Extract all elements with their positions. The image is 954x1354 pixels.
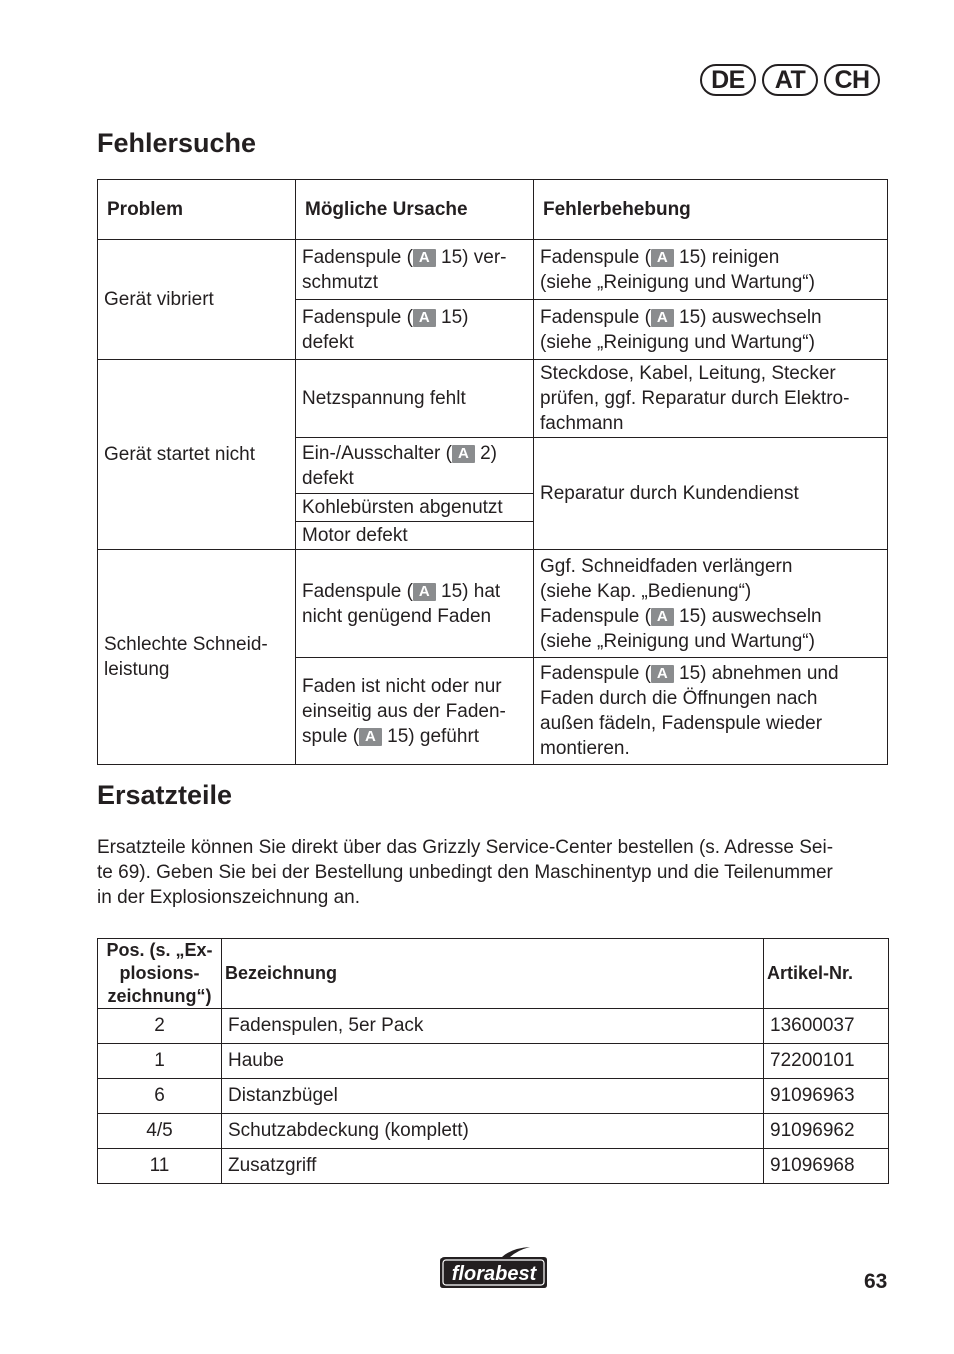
table-row: [98, 1079, 889, 1114]
figure-ref-badge: A: [359, 728, 382, 746]
country-badges: [700, 64, 880, 96]
cause-cell: Fadenspule ( A 15) hat nicht genügend Faden: [296, 550, 534, 658]
fix-cell: Fadenspule ( A 15) reinigen (siehe „Reinigung und Wartung“): [534, 240, 888, 300]
florabest-logo: [438, 1246, 550, 1290]
column-header-name: Bezeichnung: [222, 939, 764, 1009]
table-row: [98, 1009, 889, 1044]
article-cell: 91096968: [764, 1149, 889, 1184]
table-row: [98, 550, 888, 658]
country-badge-at: AT: [762, 64, 818, 96]
problem-cell: Schlechte Schneid- leistung: [98, 550, 296, 765]
fix-cell: Steckdose, Kabel, Leitung, Stecker prüfen, ggf. Reparatur durch Elektro- fachmann: [534, 360, 888, 438]
position-cell: 6: [98, 1079, 222, 1114]
cause-cell: Ein-/Ausschalter ( A 2) defekt: [296, 438, 534, 494]
spare-parts-table: [97, 938, 889, 1184]
name-cell: Distanzbügel: [222, 1079, 764, 1114]
fix-cell: Ggf. Schneidfaden verlängern (siehe Kap. „Bedienung“) Fadenspule ( A 15) auswechseln (siehe „Reinigung und Wartung“): [534, 550, 888, 658]
country-badge-ch: CH: [824, 64, 880, 96]
problem-cell: Gerät startet nicht: [98, 360, 296, 550]
article-cell: 91096962: [764, 1114, 889, 1149]
country-badge-de: DE: [700, 64, 756, 96]
spare-parts-heading: Ersatzteile: [97, 780, 233, 810]
column-header-problem: Problem: [98, 180, 296, 240]
article-cell: 13600037: [764, 1009, 889, 1044]
cause-cell: Fadenspule ( A 15) ver- schmutzt: [296, 240, 534, 300]
spare-parts-intro: Ersatzteile können Sie direkt über das Grizzly Service-Center bestellen (s. Adresse Sei- te 69). Geben Sie bei der Bestellung unbedingt den Maschinentyp und die Teilenummer in der Explosionszeichnung an.: [97, 837, 834, 908]
position-cell: 2: [98, 1009, 222, 1044]
spare-parts-header-row: [98, 939, 889, 1009]
column-header-cause: Mögliche Ursache: [296, 180, 534, 240]
table-row: [98, 360, 888, 438]
table-row: [98, 240, 888, 300]
column-header-article: Artikel-Nr.: [764, 939, 889, 1009]
troubleshooting-header-row: [98, 180, 888, 240]
fix-cell: Fadenspule ( A 15) auswechseln (siehe „Reinigung und Wartung“): [534, 300, 888, 360]
position-cell: 1: [98, 1044, 222, 1079]
name-cell: Schutzabdeckung (komplett): [222, 1114, 764, 1149]
position-cell: 11: [98, 1149, 222, 1184]
table-row: [98, 1149, 889, 1184]
figure-ref-badge: A: [651, 665, 674, 683]
cause-cell: Fadenspule ( A 15) defekt: [296, 300, 534, 360]
logo-wordmark: florabest: [451, 1263, 537, 1285]
page-number: 63: [864, 1270, 888, 1293]
name-cell: Zusatzgriff: [222, 1149, 764, 1184]
figure-ref-badge: A: [651, 309, 674, 327]
table-row: [98, 1114, 889, 1149]
figure-ref-badge: A: [452, 445, 475, 463]
troubleshooting-heading: Fehlersuche: [97, 128, 257, 158]
cause-cell: Kohlebürsten abgenutzt: [296, 494, 534, 522]
troubleshooting-table: [97, 179, 888, 765]
article-cell: 72200101: [764, 1044, 889, 1079]
column-header-fix: Fehlerbehebung: [534, 180, 888, 240]
table-row: [98, 1044, 889, 1079]
figure-ref-badge: A: [413, 583, 436, 601]
fix-cell: Fadenspule ( A 15) abnehmen und Faden durch die Öffnungen nach außen fädeln, Fadenspule wieder montieren.: [534, 658, 888, 765]
name-cell: Haube: [222, 1044, 764, 1079]
problem-cell: Gerät vibriert: [98, 240, 296, 360]
figure-ref-badge: A: [413, 249, 436, 267]
cause-cell: Motor defekt: [296, 522, 534, 550]
figure-ref-badge: A: [651, 608, 674, 626]
name-cell: Fadenspulen, 5er Pack: [222, 1009, 764, 1044]
column-header-position: Pos. (s. „Ex- plosions- zeichnung“): [98, 939, 222, 1009]
cause-cell: Netzspannung fehlt: [296, 360, 534, 438]
position-cell: 4/5: [98, 1114, 222, 1149]
cause-cell: Faden ist nicht oder nur einseitig aus der Faden- spule ( A 15) geführt: [296, 658, 534, 765]
article-cell: 91096963: [764, 1079, 889, 1114]
figure-ref-badge: A: [651, 249, 674, 267]
fix-cell: Reparatur durch Kundendienst: [534, 438, 888, 550]
figure-ref-badge: A: [413, 309, 436, 327]
